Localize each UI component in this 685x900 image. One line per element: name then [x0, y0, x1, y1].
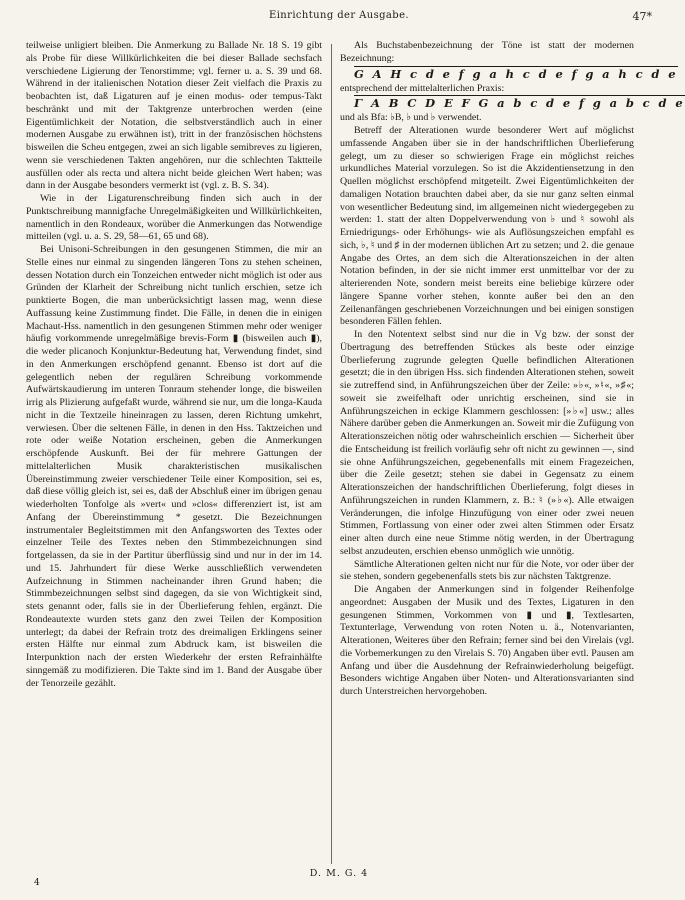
footer-signature: D. M. G. 4	[309, 868, 369, 879]
right-paragraph: In den Notentext selbst sind nur die in Vg bzw. der sonst der Übertragung des betreffenden Stückes als beste oder einzige Überlieferung zugrunde gelegten Quelle befindlichen Alterationen gesetzt; die in den übrigen Hss. sich findenden Alterationen stehen, soweit sie zutreffend sind, in Anführungszeichen über der Zeile: »♭«, »♮«, »♯«; soweit sie zweifelhaft oder unrichtig erscheinen, sind sie in Anführungszeichen in eckige Klammern geschlossen: [»♭«] usw.; alles Nähere darüber geben die Anmerkungen an. Soweit mir die Zufügung von Alterationszeichen nötig oder wahrscheinlich erschien — Sicherheit über die Entscheidung ist freilich vorläufig sehr oft nicht zu gewinnen —, sind sie ohne Anführungszeichen, gegebenenfalls mit einem Fragezeichen, über die Zeile gesetzt; stehen sie dabei in Gegensatz zu einem Alterationszeichen der handschriftlichen Überlieferung, folgt dieses in Anführungszeichen in runden Klammern, z. B.: ♮ (»♭«). Alle etwaigen Veränderungen, die infolge Hinzufügung von einer oder zwei neuen Stimmen, Fortlassung von einer oder zwei alten Stimmen oder Ersatz einer alten durch eine neue Stimme nötig werden, in der Übertragung selbst anzudeuten, erschien ebenso unmöglich wie unnötig.	[340, 329, 634, 557]
modern-note-names: G A H c d e f g a h c d e f g a h c d e	[354, 66, 678, 81]
column-divider	[331, 44, 332, 864]
left-paragraph: teilweise unligiert bleiben. Die Anmerkung zu Ballade Nr. 18 S. 19 gibt als Probe für diese Willkürlichkeiten die bei dieser Ballade sechsfach verschiedene Ligierung der Tenorstimme; vgl. ferner u. a. S. 39 und 68. Während in der italienischen Notation dieser Zeit vielfach die Praxis zu beobachten ist, daß Ligaturen auf je einen modus- oder tempus-Takt beschränkt und mit der Taktgrenze unterbrochen werden (eine Eigentümlichkeit der Notation, die selbstverständlich auch in einer modernen Ausgabe zu erwähnen ist), tritt in der französischen höchstens bisweilen die Scheu entgegen, zwei an sich ligable semibreves zu ligieren, wenn sie verschiedenen Takten angehören, nur die schlechten Taktteile ausfüllen oder als recta und altera nicht beide gleichen Wert haben; was dann in der Ausgabe besonders vermerkt ist (vgl. z. B. S. 34).	[26, 40, 322, 192]
sheet-number: 4	[34, 878, 40, 888]
notation-intro: Als Buchstabenbezeichnung der Töne ist statt der modernen Bezeichnung:	[340, 40, 634, 64]
medieval-note-names: Γ A B C D E F G a b c d e f g a b c d e	[354, 96, 685, 111]
left-column	[26, 40, 322, 690]
right-paragraph: Betreff der Alterationen wurde besonderer Wert auf möglichst umfassende Angaben über sie in der handschriftlichen Überlieferung gelegt, um zu dieser so schwierigen Frage ein möglichst reiches urkundliches Material vorzulegen. So ist die Akzidentiensetzung in den Quellen möglichst erschöpfend mitgeteilt. Zwei Eigentümlichkeiten der damaligen Notation brauchten dabei aber, da sie nur ganz selten einmal von wesentlicher Bedeutung sind, im allgemeinen nicht wiedergegeben zu werden: 1. statt der alten Doppelverwendung von ♭ und ♮ sowohl als Erniedrigungs- oder Erhöhungs- wie als Auflösungszeichen empfahl es sich, ♭, ♮ und ♯ in der modernen üblichen Art zu setzen; und 2. die genaue Angabe des Ortes, an dem sich die Alterationszeichen in der alten Notation befinden, in der sie nicht immer erst unmittelbar vor der zu alterierenden Note, sondern meist bereits eine beliebige kürzere oder längere Spanne vorher stehen, konnte außer bei den an den Zeilenanfängen geschriebenen Vorzeichnungen und bei einigen sonstigen besonderen Fällen fehlen.	[340, 125, 634, 328]
medieval-intro: entsprechend der mittelalterlichen Praxis:	[340, 82, 505, 94]
left-paragraph: Wie in der Ligaturenschreibung finden sich auch in der Punktschreibung mannigfache Unregelmäßigkeiten und Willkürlichkeiten, namentlich in den Rondeaux, worüber die Anmerkungen das Notwendige mitteilen (vgl. u. a. S. 29, 58—61, 65 und 68).	[26, 193, 322, 243]
running-head: Einrichtung der Ausgabe.	[269, 10, 409, 21]
left-paragraph: Bei Unisoni-Schreibungen in den gesungenen Stimmen, die mir an Stelle eines nur einmal zu singenden längeren Tons zu stehen scheinen, dessen Notation durch ein Tonzeichen entweder nicht möglich ist oder aus Gründen der Klarheit der Schreibung nicht tunlich erschien, setze ich punktierte Bogen, die man unberücksichtigt lassen mag, wenn diese Auffassung keine Zustimmung findet. Die Fälle, in denen die in einigen Machaut-Hss. namentlich in den gesungenen Stimmen mehr oder weniger häufig vorkommende unregelmäßige brevis-Form ▮ (bisweilen auch ▮), die weder plicanoch Konjunktur-Bedeutung hat, Verwendung findet, sind in den Anmerkungen erschöpfend genannt. Ebenso ist dort auf die gelegentlich neben der regulären Schreibung vorkommende Aufwärtskaudierung im unteren Tonraum stehender longe, die bisweilen irrig als Plizierung aufgefaßt wurde, während sie nur, um die longa-Kauda nicht in die Textzeile hineinragen zu lassen, deren Richtung umkehrt, verwiesen. Über die seltenen Fälle, in denen in den Hss. Taktzeichen und rote oder weiße Notation erscheinen, geben die Anmerkungen erschöpfende Auskunft. Bei der für mehrere Gattungen der mittelalterlichen Musik charakteristischen musikalischen Übereinstimmung zweier verschiedener Teile einer Komposition, sei es, daß diese völlig gleich ist, sei es, daß der Abschluß einer im übrigen genau wiederholten Tonfolge als »vert« und »clos« differenziert ist, ist am Anfang der Übereinstimmung * gesetzt. Die Bezeichnungen instrumentaler Begleitstimmen mit den Anfangsworten des Textes oder einzelner Teile des Textes neben den Stimmbezeichnungen sind fortgelassen, da sie in der Partitur überflüssig sind und nur in der im 14. und 15. Jahrhundert für diese Werke ausschließlich verwendeten Aufzeichnung in Stimmen nacheinander ihren Grund haben; die Stimmbezeichnungen selbst sind dagegen, da sie von Wichtigkeit sind, stets genannt oder, falls sie in der Überlieferung fehlen, ergänzt. Die Rondeautexte wurden stets ganz den zwei Teilen der Komposition unterlegt; da dabei der Refrain trotz des dreimaligen Erklingens seiner ersten Hälfte nur einmal zum Abdruck kam, ist bisweilen die Interpunktion nach der ersten Wiederkehr der ersten Refrainhälfte sinngemäß zu modifizieren. Die Takte sind im 1. Band der Ausgabe über der Tenorzeile gezählt.	[26, 244, 322, 689]
right-paragraph: Sämtliche Alterationen gelten nicht nur für die Note, vor oder über der sie stehen, sondern gegebenenfalls stets bis zur nächsten Taktgrenze.	[340, 558, 634, 583]
right-paragraph: Die Angaben der Anmerkungen sind in folgender Reihenfolge angeordnet: Ausgaben der Musik und des Textes, Ligaturen in den gesungenen Stimmen, Vorkommen von ▮ und ▮, Textlesarten, Textunterlage, Verwendung von roten Noten u. ä., Notenvarianten, Alterationen, Weiteres über den Refrain; ferner sind bei den Virelais (vgl. die Vorbemerkungen zu den Virelais S. 70) Angaben über evtl. Pausen am Anfang und über die Ausdehnung der Refrainwiederholung beigefügt. Besonders wichtige Angaben über Noten- und Alterationsvarianten sind durch Unterstreichen hervorgehoben.	[340, 584, 634, 697]
page-number: 47*	[632, 10, 652, 23]
bfa-line: und als Bfa: ♭B, ♭ und ♭ verwendet.	[340, 112, 482, 124]
right-column	[340, 40, 685, 699]
